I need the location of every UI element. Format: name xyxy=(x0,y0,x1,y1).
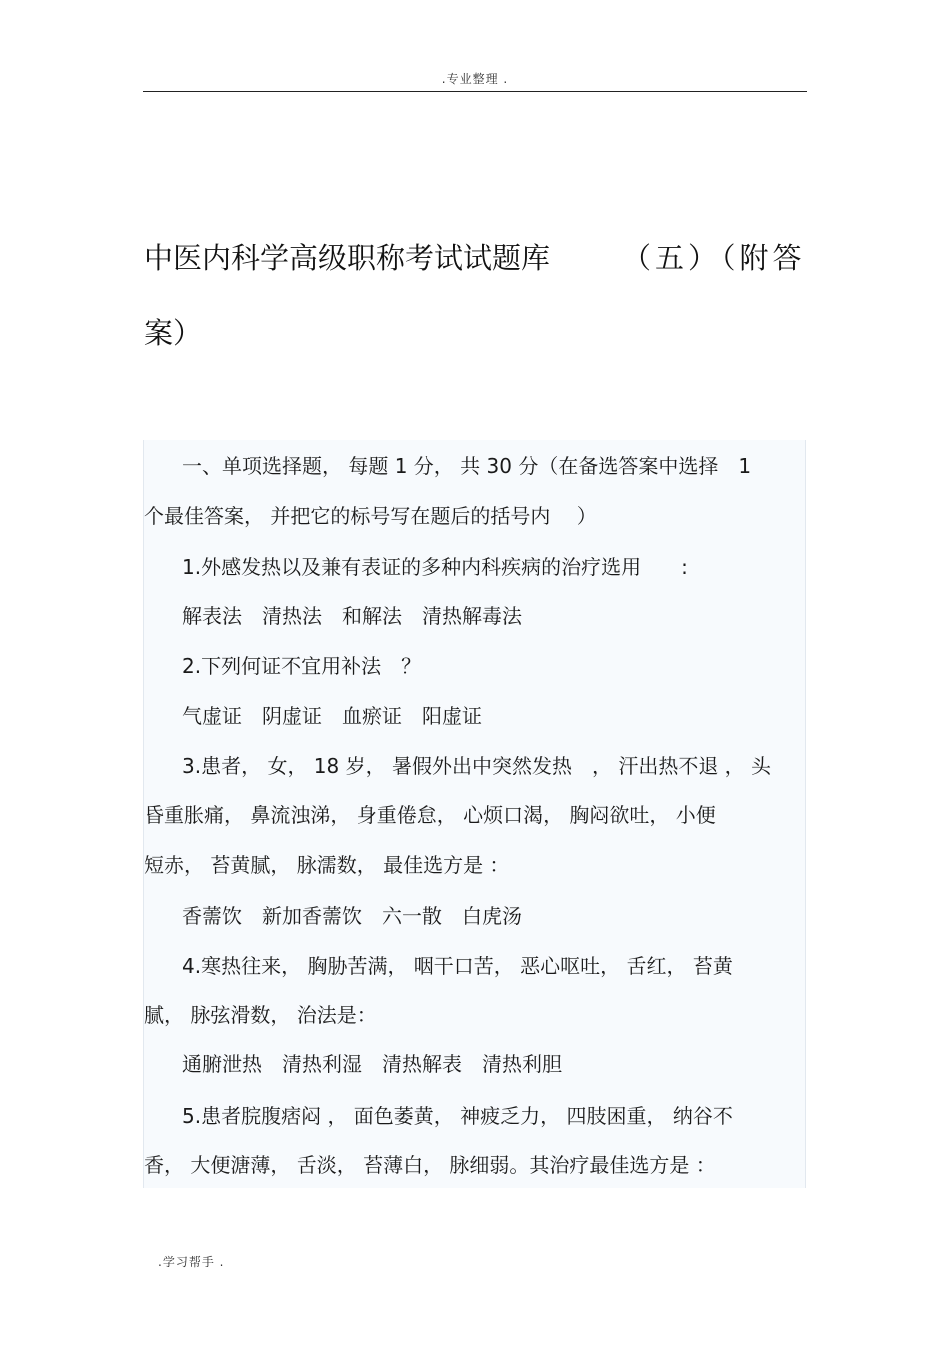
question-content-panel xyxy=(143,440,806,1188)
page-header: .专业整理 . xyxy=(441,72,509,86)
question-3-line1: 3.患者， 女， 18 岁， 暑假外出中突然发热 ， 汗出热不退 ， 头 xyxy=(182,754,772,778)
question-4-options: 通腑泄热 清热利湿 清热解表 清热利胆 xyxy=(182,1052,562,1076)
question-1-options: 解表法 清热法 和解法 清热解毒法 xyxy=(182,604,522,628)
document-title-line1-tail: （五）（附答 xyxy=(622,241,806,275)
question-5-line1: 5.患者脘腹痞闷 ， 面色萎黄， 神疲乏力， 四肢困重， 纳谷不 xyxy=(182,1104,733,1128)
question-5-line2: 香， 大便溏薄， 舌淡， 苔薄白， 脉细弱。其治疗最佳选方是 ： xyxy=(144,1153,716,1177)
section-heading-line2: 个最佳答案， 并把它的标号写在题后的括号内 ） xyxy=(144,504,597,528)
question-4-line2: 腻， 脉弦滑数， 治法是： xyxy=(144,1003,377,1027)
question-2: 2.下列何证不宜用补法 ？ xyxy=(182,654,422,678)
question-3-line2: 昏重胀痛， 鼻流浊涕， 身重倦怠， 心烦口渴， 胸闷欲吐， 小便 xyxy=(144,803,716,827)
question-2-options: 气虚证 阴虚证 血瘀证 阳虚证 xyxy=(182,704,482,728)
question-4-line1: 4.寒热往来， 胸胁苦满， 咽干口苦， 恶心呕吐， 舌红， 苔黄 xyxy=(182,954,733,978)
section-heading-line1: 一、单项选择题， 每题 1 分， 共 30 分（在备选答案中选择 1 xyxy=(182,454,752,478)
document-title-line2: 案） xyxy=(144,316,203,350)
header-divider xyxy=(143,91,807,92)
page-footer: .学习帮手 . xyxy=(158,1255,225,1269)
question-1: 1.外感发热以及兼有表证的多种内科疾病的治疗选用 : xyxy=(182,555,688,579)
question-3-options: 香薷饮 新加香薷饮 六一散 白虎汤 xyxy=(182,904,522,928)
document-title-line1: 中医内科学高级职称考试试题库 xyxy=(144,241,551,275)
question-3-line3: 短赤， 苔黄腻， 脉濡数， 最佳选方是 ： xyxy=(144,853,510,877)
